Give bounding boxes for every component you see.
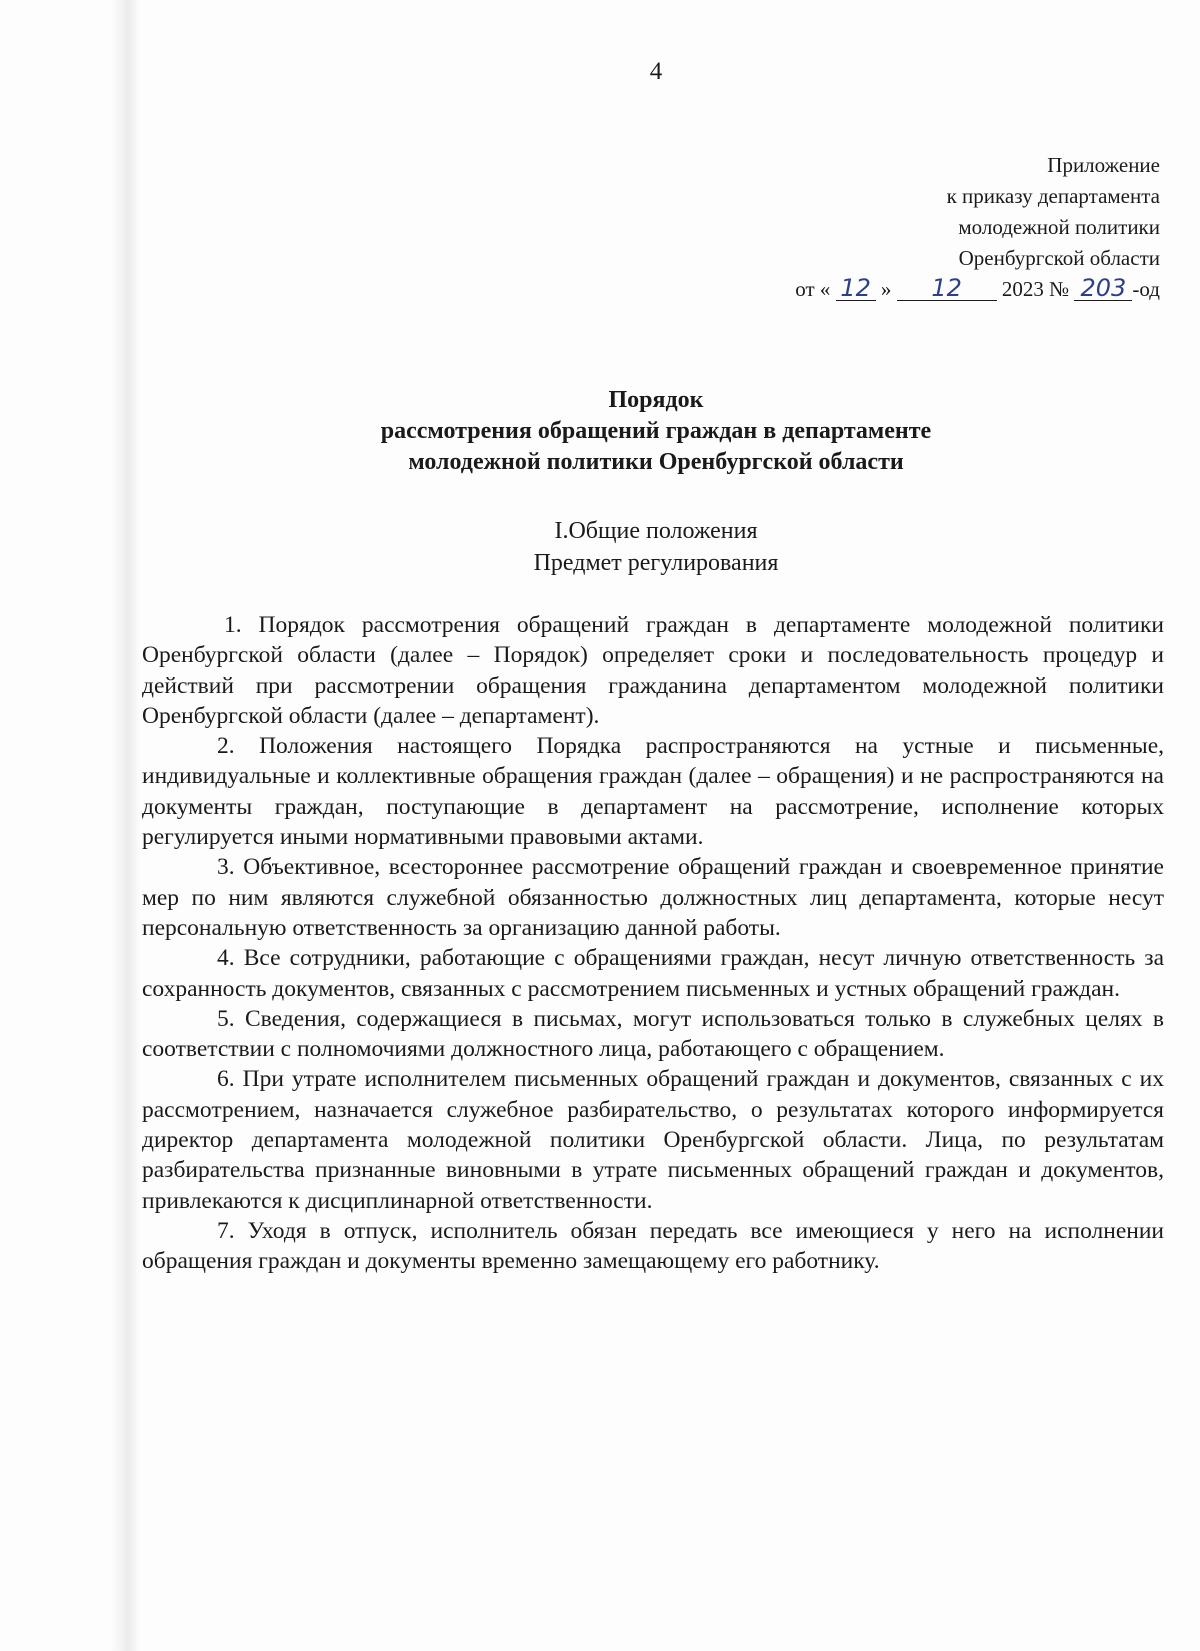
paragraph-6: 6. При утрате исполнителем письменных обращений граждан и документов, связанных с их рассмотрением, назначается служебное разбирательство, о результатах которого информируется директор департамента молодежной политики Оренбургской области. Лица, по результатам разбирательства признанные виновными в утрате письменных обращений граждан и документов, привлекаются к дисциплинарной ответственности.	[142, 1066, 1164, 1214]
section-heading	[0, 515, 1200, 579]
title-line-2: рассмотрения обращений граждан в департаменте	[380, 418, 932, 444]
appendix-order-ref: к приказу департамента	[946, 184, 1160, 208]
appendix-date-line	[795, 274, 1160, 305]
paragraph-3: 3. Объективное, всестороннее рассмотрение обращений граждан и своевременное принятие мер по ним являются служебной обязанностью должностных лиц департамента, которые несут персональную ответственность за организацию данной работы.	[142, 854, 1164, 941]
scan-shadow	[110, 0, 140, 1651]
date-year: 2023 №	[1001, 277, 1070, 301]
appendix-region: Оренбургской области	[958, 246, 1160, 270]
handwritten-day: 12	[836, 276, 876, 301]
appendix-department: молодежной политики	[958, 215, 1160, 239]
document-body	[142, 610, 1164, 1277]
appendix-header	[795, 150, 1160, 305]
page-number: 4	[649, 58, 663, 85]
section-title: I.Общие положения	[554, 518, 758, 544]
date-mid: »	[880, 277, 892, 301]
title-line-3: молодежной политики Оренбургской области	[408, 449, 904, 475]
document-title	[0, 385, 1200, 478]
paragraph-7: 7. Уходя в отпуск, исполнитель обязан передать все имеющиеся у него на исполнении обращения граждан и документы временно замещающему его работнику.	[142, 1217, 1164, 1275]
section-subtitle: Предмет регулирования	[533, 550, 779, 576]
handwritten-month: 12	[897, 276, 997, 301]
paragraph-4: 4. Все сотрудники, работающие с обращениями граждан, несут личную ответственность за сохранность документов, связанных с рассмотрением письменных и устных обращений граждан.	[142, 945, 1164, 1002]
order-suffix: -од	[1132, 277, 1160, 301]
handwritten-number: 203	[1074, 276, 1132, 301]
paragraph-5: 5. Сведения, содержащиеся в письмах, могут использоваться только в служебных целях в соответствии с полномочиями должностного лица, работающего с обращением.	[142, 1005, 1164, 1063]
paragraph-2: 2. Положения настоящего Порядка распространяются на устные и письменные, индивидуальные и коллективные обращения граждан (далее – обращения) и не распространяются на документы граждан, поступающие в департамент на рассмотрение, исполнение которых регулируется иными нормативными правовыми актами.	[142, 733, 1164, 851]
paragraph-1: 1. Порядок рассмотрения обращений граждан в департаменте молодежной политики Оренбургской области (далее – Порядок) определяет сроки и последовательность процедур и действий при рассмотрении обращения гражданина департаментом молодежной политики Оренбургской области (далее – департамент).	[142, 612, 1164, 729]
appendix-title: Приложение	[1047, 153, 1160, 177]
title-line-1: Порядок	[608, 387, 704, 413]
date-prefix: от «	[795, 277, 831, 301]
